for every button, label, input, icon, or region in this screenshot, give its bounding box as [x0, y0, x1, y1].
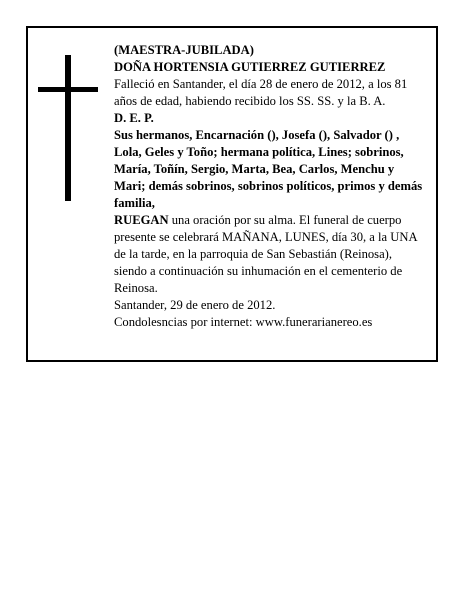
- obituary-text: [114, 42, 428, 331]
- funeral-request: [114, 212, 428, 297]
- profession-title: (MAESTRA-JUBILADA): [114, 43, 254, 57]
- place-date: Santander, 29 de enero de 2012.: [114, 298, 276, 312]
- condolences: Condolesncias por internet: www.funerarianereo.es: [114, 315, 373, 329]
- obituary-notice: [26, 26, 438, 362]
- funeral-details: una oración por su alma. El funeral de cuerpo presente se celebrará MAÑANA, LUNES, día 30, a la UNA de la tarde, en la parroquia de San Sebastián (Reinosa), siendo a continuación su inhumación en el cementerio de Reinosa.: [114, 213, 417, 295]
- latin-cross-icon: [38, 55, 98, 201]
- family-members: Sus hermanos, Encarnación (), Josefa (), Salvador () , Lola, Geles y Toño; hermana política, Lines; sobrinos, María, Toñín, Sergio, Marta, Bea, Carlos, Menchu y Mari; demás sobrinos, sobrinos políticos, primos y demás familia,: [114, 128, 423, 210]
- death-details: Falleció en Santander, el día 28 de enero de 2012, a los 81 años de edad, habiendo recibido los SS. SS. y la B. A.: [114, 77, 408, 108]
- request-lead: RUEGAN: [114, 213, 169, 227]
- cross-horizontal-bar: [38, 87, 98, 92]
- cross-vertical-bar: [65, 55, 71, 201]
- rest-in-peace: D. E. P.: [114, 111, 154, 125]
- deceased-name: DOÑA HORTENSIA GUTIERREZ GUTIERREZ: [114, 60, 386, 74]
